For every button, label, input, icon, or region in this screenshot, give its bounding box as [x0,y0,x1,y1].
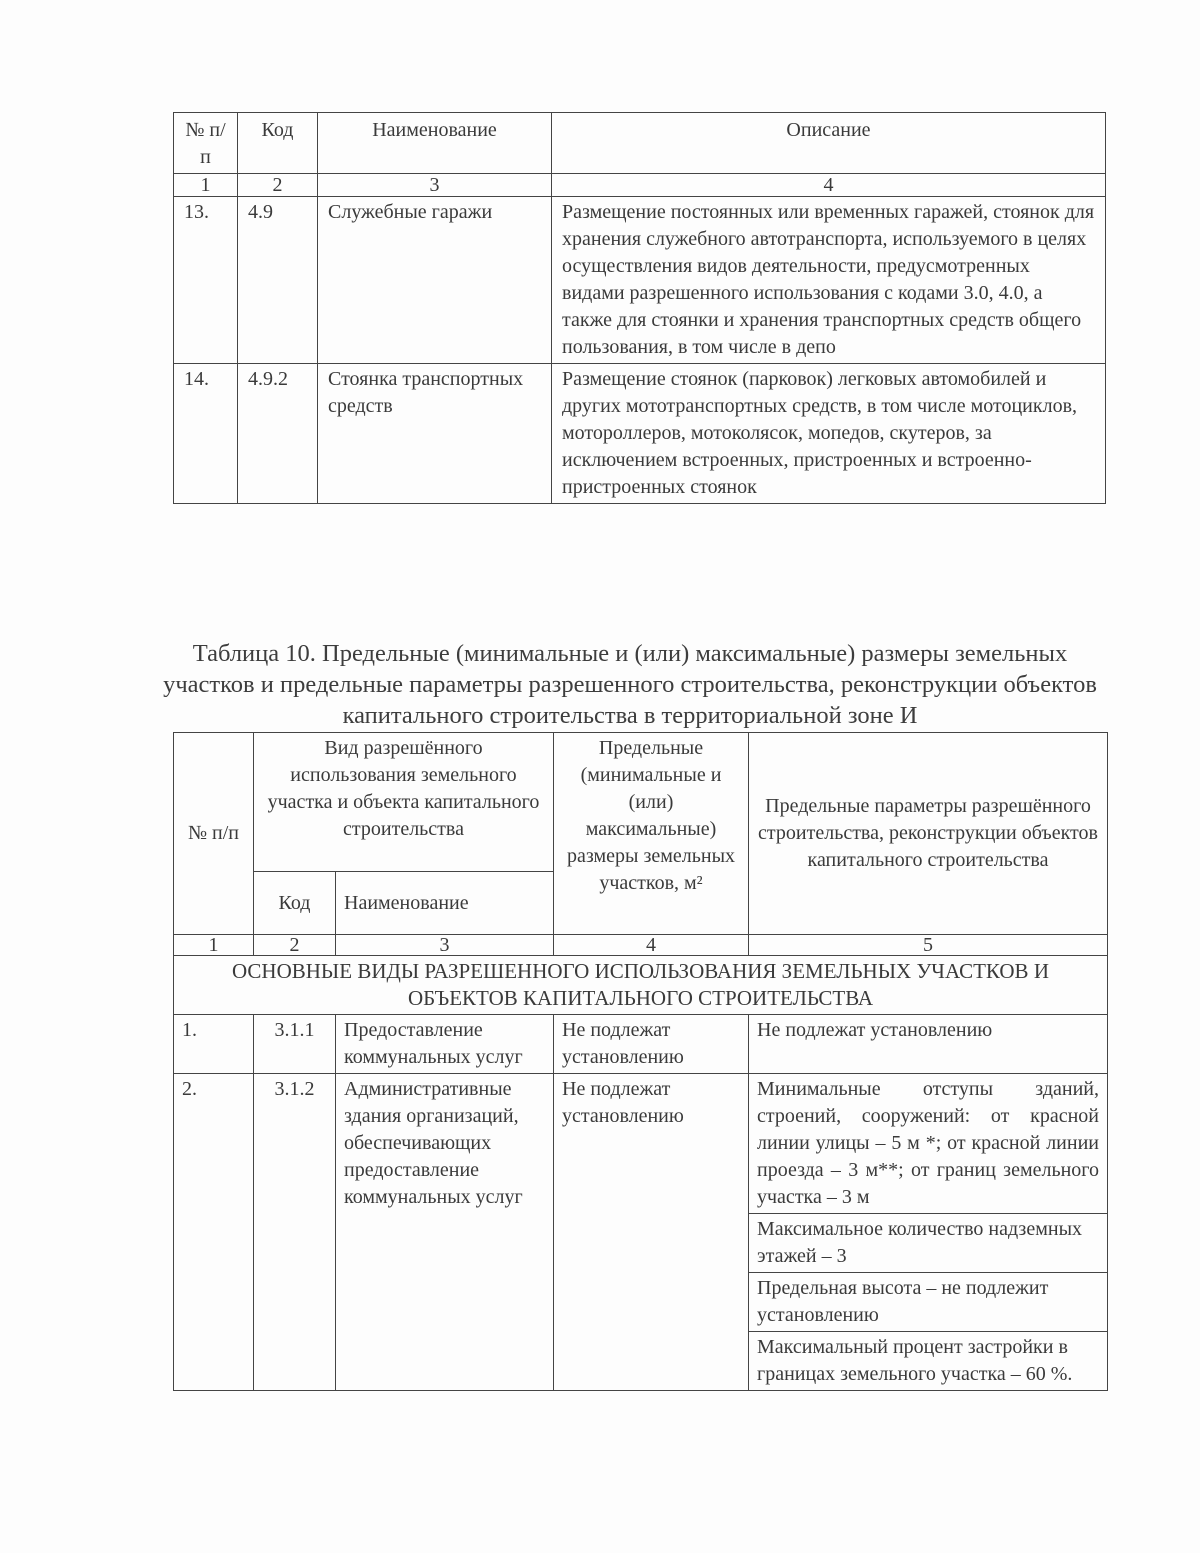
row-num: 14. [174,364,238,504]
row-desc: Размещение постоянных или временных гаражей, стоянок для хранения служебного автотранспорта, используемого в целях осуществления видов деятельности, предусмотренных видами разрешенного использования с кодами 3.0, 4.0, а также для стоянки и хранения транспортных средств общего пользования, в том числе в депо [552,197,1106,364]
param-coverage: Максимальный процент застройки в границах земельного участка – 60 %. [749,1332,1108,1391]
row-desc: Размещение стоянок (парковок) легковых автомобилей и других мототранспортных средств, в том числе мотоциклов, мотороллеров, мотоколясок, мопедов, скутеров, за исключением встроенных, пристроенных и встроенно-пристроенных стоянок [552,364,1106,504]
table-header-row [174,113,1106,174]
row-num: 13. [174,197,238,364]
header-plot-size: Предельные (минимальные и (или) максимальные) размеры земельных участков, м² [554,733,749,935]
row-code: 3.1.2 [254,1074,336,1391]
col-number: 3 [336,935,554,956]
header-name: Наименование [336,872,554,935]
header-desc: Описание [552,113,1106,174]
col-number: 3 [318,174,552,197]
row-code: 4.9.2 [238,364,318,504]
header-use-type: Вид разрешённого использования земельного участка и объекта капитального строительства [254,733,554,872]
row-size: Не подлежат установлению [554,1015,749,1074]
col-number: 2 [238,174,318,197]
header-num: № п/п [174,733,254,935]
section-title: ОСНОВНЫЕ ВИДЫ РАЗРЕШЕННОГО ИСПОЛЬЗОВАНИЯ ЗЕМЕЛЬНЫХ УЧАСТКОВ И ОБЪЕКТОВ КАПИТАЛЬНОГО СТРОИТЕЛЬСТВА [174,956,1108,1015]
row-code: 4.9 [238,197,318,364]
row-name: Предоставление коммунальных услуг [336,1015,554,1074]
column-number-row [174,174,1106,197]
column-number-row [174,935,1108,956]
col-number: 2 [254,935,336,956]
zone-parameters-table [173,732,1108,1391]
header-code: Код [254,872,336,935]
col-number: 4 [554,935,749,956]
row-name: Административные здания организаций, обеспечивающих предоставление коммунальных услуг [336,1074,554,1391]
header-num: № п/п [174,113,238,174]
row-params: Не подлежат установлению [749,1015,1108,1074]
col-number: 4 [552,174,1106,197]
row-num: 2. [174,1074,254,1391]
row-name: Служебные гаражи [318,197,552,364]
header-parameters: Предельные параметры разрешённого строительства, реконструкции объектов капитального строительства [749,733,1108,935]
header-code: Код [238,113,318,174]
param-setbacks: Минимальные отступы зданий, строений, сооружений: от красной линии улицы – 5 м *; от красной линии проезда – 3 м**; от границ земельного участка – 3 м [749,1074,1108,1214]
col-number: 1 [174,935,254,956]
table-caption: Таблица 10. Предельные (минимальные и (или) максимальные) размеры земельных участков и предельные параметры разрешенного строительства, реконструкции объектов капитального строительства в территориальной зоне И [163,640,1097,729]
section-row [174,956,1108,1015]
row-code: 3.1.1 [254,1015,336,1074]
uses-table [173,112,1106,504]
table-row [174,1074,1108,1214]
col-number: 1 [174,174,238,197]
table-header-row [174,733,1108,872]
row-name: Стоянка транспортных средств [318,364,552,504]
col-number: 5 [749,935,1108,956]
param-height: Предельная высота – не подлежит установлению [749,1273,1108,1332]
row-size: Не подлежат установлению [554,1074,749,1391]
header-name: Наименование [318,113,552,174]
table-row [174,197,1106,364]
param-floors: Максимальное количество надземных этажей – 3 [749,1214,1108,1273]
table-row [174,364,1106,504]
row-num: 1. [174,1015,254,1074]
table-row [174,1015,1108,1074]
